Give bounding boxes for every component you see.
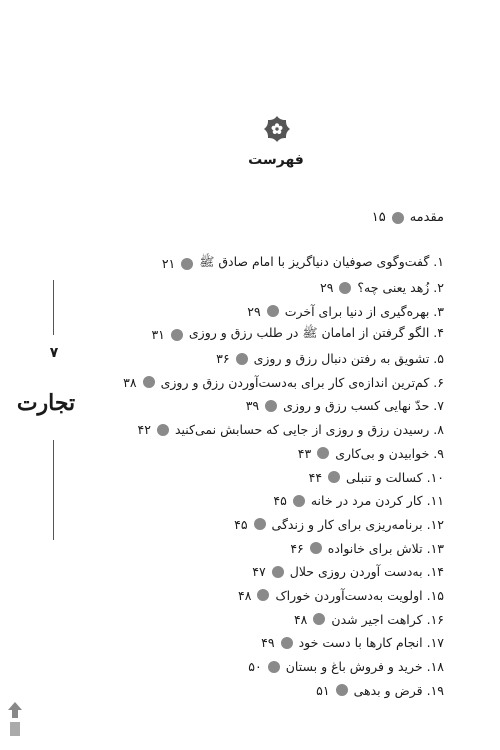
toc-item [44, 347, 444, 371]
toc-item-label: ۱۸. خرید و فروش باغ و بستان [285, 659, 444, 675]
toc-intro-page: ۱۵ [371, 210, 386, 225]
bullet-icon [313, 613, 325, 625]
bullet-icon [392, 212, 404, 224]
toc-item [44, 536, 444, 560]
side-divider-top [53, 280, 54, 335]
toc-item-page: ۲۹ [247, 303, 261, 319]
toc-item-page: ۲۹ [319, 280, 334, 296]
bullet-icon [328, 471, 340, 483]
side-divider-bottom [53, 440, 54, 540]
ornament-icon [263, 115, 291, 143]
toc-item-page: ۴۹ [261, 635, 275, 651]
bullet-icon [293, 495, 305, 507]
toc-item-label: ۱۹. قرض و بدهی [353, 682, 444, 698]
toc-intro-label: مقدمه [409, 210, 444, 225]
toc-item [44, 607, 444, 631]
toc-item-page: ۵۰ [248, 659, 262, 675]
toc-item [44, 394, 444, 418]
toc-item-page: ۳۸ [123, 374, 137, 390]
toc-item-page: ۵۱ [316, 682, 330, 698]
toc-item [44, 584, 444, 608]
toc-item [44, 252, 444, 276]
toc-item-page: ۴۸ [293, 611, 308, 627]
bullet-icon [339, 282, 351, 294]
toc-item [44, 560, 444, 584]
toc-item-label: ۱۱. کار کردن مرد در خانه [310, 493, 444, 509]
toc-item-label: ۲. زُهد یعنی چه؟ [357, 280, 444, 296]
bullet-icon [257, 589, 269, 601]
toc-item-label: ۹. خوابیدن و بی‌کاری [335, 445, 444, 461]
publisher-logo-icon [4, 700, 26, 740]
toc-item-label: ۱. گفت‌وگوی صوفیان دنیاگریز با امام صادق ﷺ [199, 254, 444, 270]
bullet-icon [281, 637, 293, 649]
toc-item-page: ۴۳ [297, 445, 312, 461]
toc-item-label: ۱۵. اولویت به‌دست‌آوردن خوراک [275, 587, 444, 603]
toc-item-page: ۴۶ [290, 540, 304, 556]
bullet-icon [317, 447, 329, 459]
bullet-icon [310, 542, 322, 554]
toc-item-label: ۴. الگو گرفتن از امامان ﷺ در طلب رزق و روزی [188, 325, 444, 341]
toc-item [44, 631, 444, 655]
toc-item-label: ۵. تشویق به رفتن دنبال رزق و روزی [253, 351, 444, 367]
toc-item [44, 442, 444, 466]
toc-item-label: ۶. کم‌ترین اندازه‌ی کار برای به‌دست‌آوردن رزق و روزی [160, 374, 444, 390]
toc-item-label: ۳. بهره‌گیری از دنیا برای آخرت [284, 303, 444, 319]
bullet-icon [272, 566, 284, 578]
toc-item [44, 323, 444, 347]
toc-item-page: ۳۱ [151, 327, 165, 343]
page-title: فهرست [248, 152, 304, 168]
toc-item [44, 655, 444, 679]
toc-item [44, 678, 444, 702]
toc-item [44, 276, 444, 300]
toc-item [44, 465, 444, 489]
toc-item-page: ۲۱ [161, 256, 176, 272]
bullet-icon [268, 661, 280, 673]
toc-item [44, 299, 444, 323]
bullet-icon [171, 329, 183, 341]
toc-item-page: ۴۲ [137, 422, 151, 438]
toc-item-page: ۴۵ [234, 516, 248, 532]
bullet-icon [254, 518, 266, 530]
toc-item [44, 489, 444, 513]
book-title-logo: تجارت [16, 390, 76, 416]
toc-item-label: ۱۷. انجام کارها با دست خود [298, 635, 444, 651]
toc-item-label: ۱۶. کراهت اجیر شدن [331, 611, 444, 627]
toc-item-page: ۴۵ [273, 493, 287, 509]
table-of-contents [44, 252, 444, 702]
toc-item-page: ۳۶ [216, 351, 230, 367]
bullet-icon [236, 353, 248, 365]
bullet-icon [267, 305, 279, 317]
toc-item-page: ۴۷ [252, 564, 266, 580]
toc-item [44, 370, 444, 394]
toc-item-label: ۱۰. کسالت و تنبلی [346, 469, 444, 485]
page-number: ۷ [49, 345, 59, 361]
bullet-icon [336, 684, 348, 696]
toc-intro [372, 210, 444, 225]
toc-item-page: ۴۸ [238, 587, 252, 603]
bullet-icon [265, 400, 277, 412]
bullet-icon [181, 258, 193, 270]
bullet-icon [157, 424, 169, 436]
toc-item-label: ۸. رسیدن رزق و روزی از جایی که حسابش نمی‌کنید [174, 422, 444, 438]
toc-item-page: ۳۹ [245, 398, 260, 414]
bullet-icon [143, 376, 155, 388]
toc-item [44, 418, 444, 442]
toc-item-label: ۱۲. برنامه‌ریزی برای کار و زندگی [271, 516, 444, 532]
toc-item-label: ۱۴. به‌دست آوردن روزی حلال [289, 564, 444, 580]
toc-item [44, 513, 444, 537]
toc-item-label: ۱۳. تلاش برای خانواده [327, 540, 444, 556]
toc-item-label: ۷. حدّ نهایی کسب رزق و روزی [283, 398, 444, 414]
toc-item-page: ۴۴ [308, 469, 323, 485]
